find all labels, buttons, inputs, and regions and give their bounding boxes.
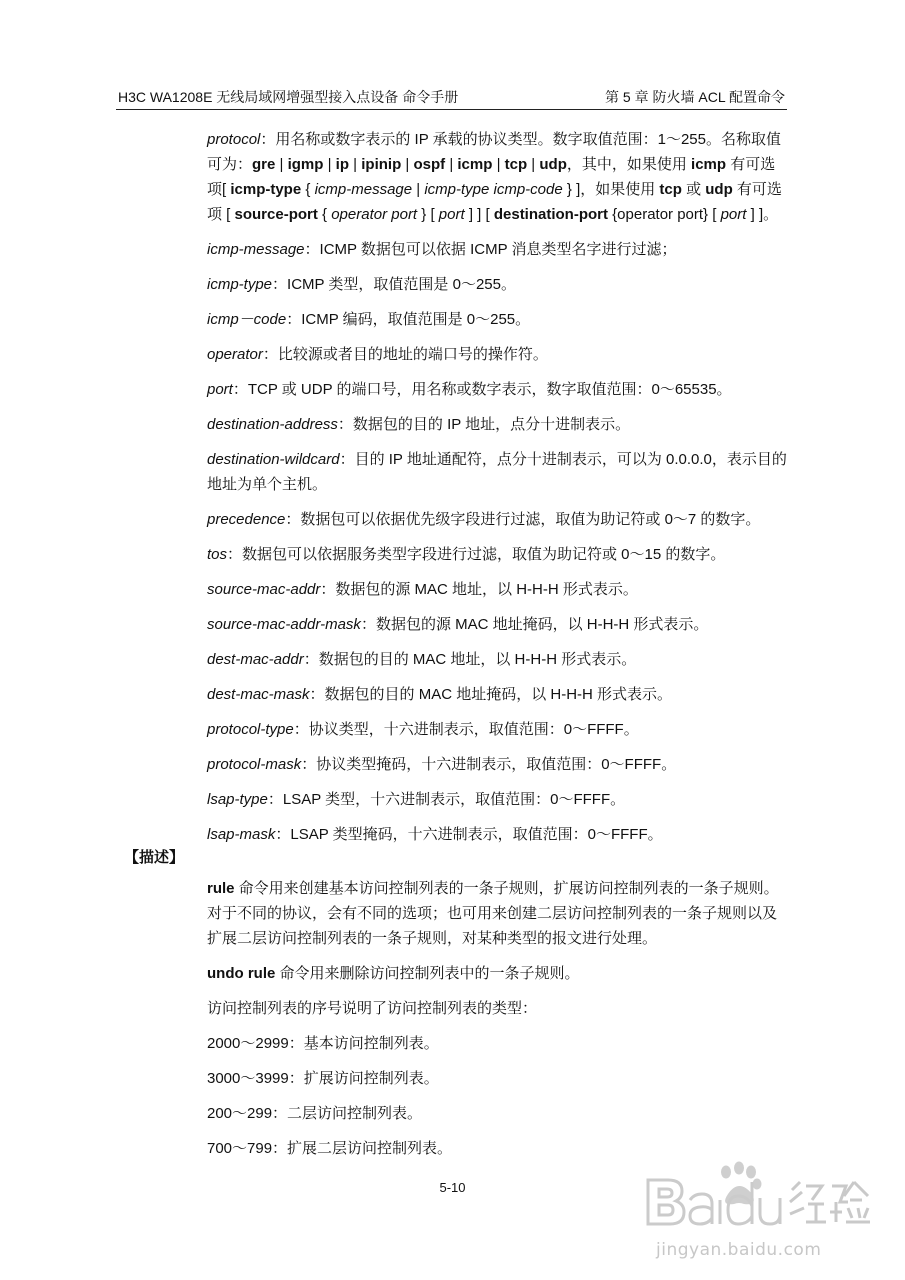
param-source-mac-addr xyxy=(207,577,787,602)
param-description: ：LSAP 类型掩码，十六进制表示，取值范围：0～FFFF。 xyxy=(275,826,663,843)
command-name: rule xyxy=(207,880,235,897)
acl-range-basic: 2000～2999：基本访问控制列表。 xyxy=(207,1035,439,1052)
param-protocol xyxy=(207,127,787,227)
description-text: 命令用来创建基本访问控制列表的一条子规则，扩展访问控制列表的一条子规则。对于不同的协议，会有不同的选项；也可用来创建二层访问控制列表的一条子规则以及扩展二层访问控制列表的一条子规则，对某种类型的报文进行处理。 xyxy=(207,880,779,947)
param-description: ：数据包可以依据优先级字段进行过滤，取值为助记符或 0～7 的数字。 xyxy=(285,511,761,528)
param-lsap-mask xyxy=(207,822,787,847)
watermark-url: jingyan.baidu.com xyxy=(656,1240,822,1260)
param-protocol-type xyxy=(207,717,787,742)
param-term: destination-address xyxy=(207,416,338,433)
description-text: 命令用来删除访问控制列表中的一条子规则。 xyxy=(275,965,580,982)
param-operator xyxy=(207,342,787,367)
header-divider xyxy=(116,109,787,110)
param-source-mac-addr-mask xyxy=(207,612,787,637)
param-description: ：数据包的目的 IP 地址，点分十进制表示。 xyxy=(337,416,631,433)
param-lsap-type xyxy=(207,787,787,812)
description-undo-rule xyxy=(207,961,787,986)
param-term: lsap-type xyxy=(207,791,268,808)
param-term: operator xyxy=(207,346,263,363)
param-term: protocol-type xyxy=(207,721,294,738)
command-name: undo rule xyxy=(207,965,276,982)
param-dest-mac-addr xyxy=(207,647,787,672)
param-description: ：ICMP 类型，取值范围是 0～255。 xyxy=(272,276,516,293)
param-description: ：数据包的源 MAC 地址，以 H-H-H 形式表示。 xyxy=(320,581,638,598)
param-port xyxy=(207,377,787,402)
description-acl-number-intro: 访问控制列表的序号说明了访问控制列表的类型： xyxy=(207,1000,538,1017)
param-term: source-mac-addr-mask xyxy=(207,616,361,633)
param-description: ：用名称或数字表示的 IP 承载的协议类型。数字取值范围：1～255。名称取值可为：gre | igmp | ip | ipinip | ospf | icmp | tcp | udp，其中，如果使用 icmp 有可选项[ icmp-type { icmp-message | icmp-type icmp-code } ]，如果使用 tcp 或 udp 有可选项 [ source-port { operator port } [ port ] ] [ destination-port {operator port} [ port ] ]。 xyxy=(207,131,782,223)
description-rule xyxy=(207,876,787,951)
param-description: ：TCP 或 UDP 的端口号，用名称或数字表示，数字取值范围：0～65535。 xyxy=(232,381,732,398)
param-dest-mac-mask xyxy=(207,682,787,707)
param-term: dest-mac-addr xyxy=(207,651,304,668)
param-term: protocol xyxy=(207,131,261,148)
param-term: protocol-mask xyxy=(207,756,302,773)
page-number: 5-10 xyxy=(439,1180,466,1195)
param-precedence xyxy=(207,507,787,532)
param-description: ：数据包的目的 MAC 地址，以 H-H-H 形式表示。 xyxy=(303,651,637,668)
param-description: ：协议类型掩码，十六进制表示，取值范围：0～FFFF。 xyxy=(301,756,677,773)
param-description: ：比较源或者目的地址的端口号的操作符。 xyxy=(262,346,548,363)
param-term: tos xyxy=(207,546,228,563)
param-term: dest-mac-mask xyxy=(207,686,310,703)
param-term: icmp-type xyxy=(207,276,273,293)
acl-range-extended-layer2: 700～799：扩展二层访问控制列表。 xyxy=(207,1140,453,1157)
param-description: ：LSAP 类型，十六进制表示，取值范围：0～FFFF。 xyxy=(267,791,626,808)
param-description: ：数据包可以依据服务类型字段进行过滤，取值为助记符或 0～15 的数字。 xyxy=(227,546,726,563)
description-body xyxy=(207,876,787,1171)
param-description: ：ICMP 数据包可以依据 ICMP 消息类型名字进行过滤； xyxy=(304,241,677,258)
baidu-jingyan-logo-icon xyxy=(640,1160,890,1240)
param-term: port xyxy=(207,381,233,398)
header-chapter-title: 第 5 章 防火墙 ACL 配置命令 xyxy=(605,89,785,105)
acl-range-advanced: 3000～3999：扩展访问控制列表。 xyxy=(207,1070,439,1087)
param-term: source-mac-addr xyxy=(207,581,321,598)
param-protocol-mask xyxy=(207,752,787,777)
header-manual-title: H3C WA1208E 无线局域网增强型接入点设备 命令手册 xyxy=(118,89,459,105)
param-term: icmp－code xyxy=(207,311,287,328)
param-icmp-message xyxy=(207,237,787,262)
param-description: ：目的 IP 地址通配符，点分十进制表示，可以为 0.0.0.0，表示目的地址为单个主机。 xyxy=(207,451,787,493)
param-icmp-code xyxy=(207,307,787,332)
acl-range-layer2: 200～299：二层访问控制列表。 xyxy=(207,1105,423,1122)
param-destination-address xyxy=(207,412,787,437)
baidu-watermark xyxy=(640,1160,890,1270)
section-title-description: 【描述】 xyxy=(124,849,185,866)
param-term: icmp-message xyxy=(207,241,305,258)
param-term: lsap-mask xyxy=(207,826,276,843)
param-tos xyxy=(207,542,787,567)
param-destination-wildcard xyxy=(207,447,787,497)
param-icmp-type xyxy=(207,272,787,297)
param-description: ：协议类型，十六进制表示，取值范围：0～FFFF。 xyxy=(293,721,639,738)
param-term: precedence xyxy=(207,511,286,528)
param-term: destination-wildcard xyxy=(207,451,340,468)
param-description: ：数据包的目的 MAC 地址掩码，以 H-H-H 形式表示。 xyxy=(309,686,673,703)
parameter-list xyxy=(207,127,787,857)
param-description: ：数据包的源 MAC 地址掩码，以 H-H-H 形式表示。 xyxy=(360,616,709,633)
param-description: ：ICMP 编码，取值范围是 0～255。 xyxy=(286,311,531,328)
